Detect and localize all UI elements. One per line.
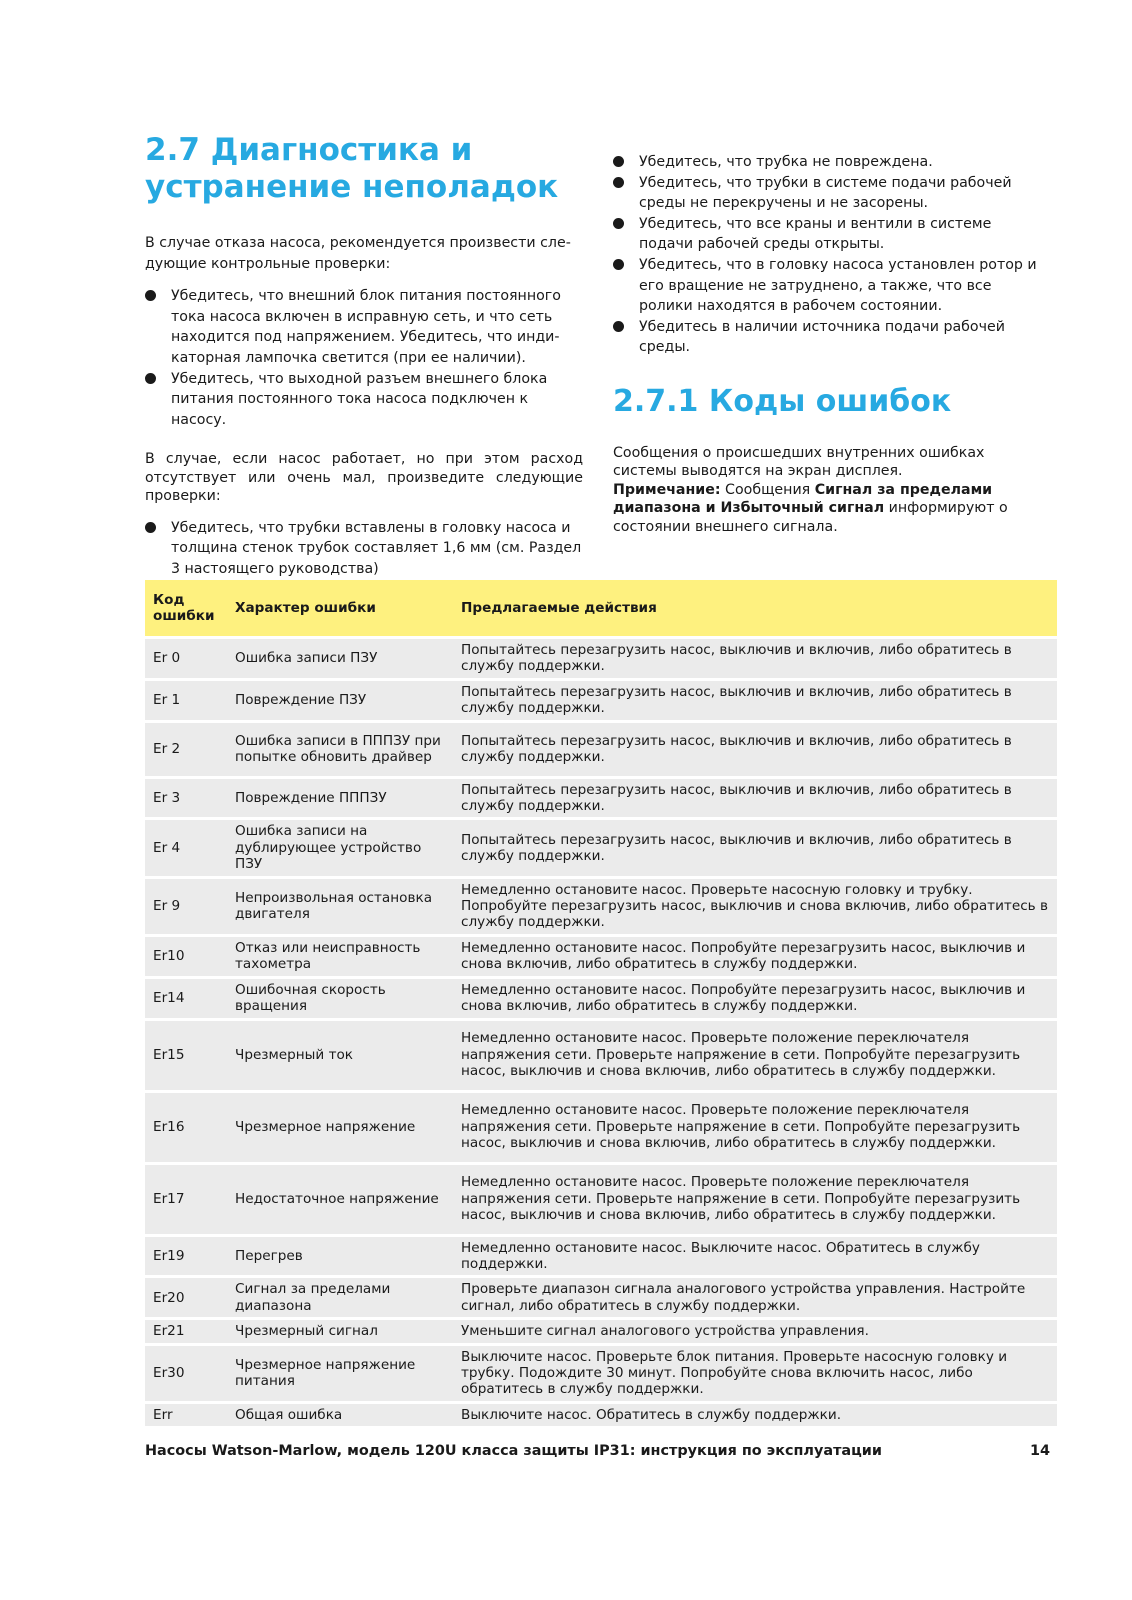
table-row: [145, 819, 1057, 877]
error-code-cell: Er14: [145, 977, 227, 1019]
power-checks-list: [145, 286, 583, 430]
table-row: [145, 1163, 1057, 1235]
table-row: [145, 777, 1057, 819]
list-item: Убедитесь, что в головку насоса установлен ротор и его вращение не затруднено, а также, что все ролики находятся в рабочем состоянии.: [613, 255, 1043, 317]
table-row: [145, 1319, 1057, 1344]
error-code-cell: Er30: [145, 1344, 227, 1402]
table-row: [145, 935, 1057, 977]
suggested-action-cell: Выключите насос. Обратитесь в службу поддержки.: [453, 1402, 1057, 1427]
suggested-action-cell: Немедленно остановите насос. Проверьте положение переключателя напряжения сети. Проверьте напряжение в сети. Попробуйте перезагрузить насос, выключив и снова включив, либо обратитесь в службу поддержки.: [453, 1163, 1057, 1235]
note-text: Сообщения: [720, 481, 815, 498]
suggested-action-cell: Выключите насос. Проверьте блок питания. Проверьте насосную головку и трубку. Подождите 30 минут. Попробуйте снова включить насос, либо обратитесь в службу поддержки.: [453, 1344, 1057, 1402]
table-row: [145, 877, 1057, 935]
error-description-cell: Ошибка записи в ПППЗУ при попытке обновить драйвер: [227, 721, 453, 777]
page-footer: [145, 1441, 1050, 1461]
table-row: [145, 1277, 1057, 1319]
subsection-intro: Сообщения о происшедших внутренних ошибках системы выводятся на экран дисплея.: [613, 444, 985, 480]
error-code-cell: Er 9: [145, 877, 227, 935]
error-code-cell: Er 0: [145, 638, 227, 680]
table-header-row: [145, 580, 1057, 638]
table-row: [145, 721, 1057, 777]
error-description-cell: Ошибка записи ПЗУ: [227, 638, 453, 680]
suggested-action-cell: Попытайтесь перезагрузить насос, выключив и включив, либо обратитесь в службу поддержки.: [453, 721, 1057, 777]
error-code-cell: Er20: [145, 1277, 227, 1319]
list-item: Убедитесь в наличии источника подачи рабочей среды.: [613, 317, 1043, 358]
page-number: 14: [1029, 1443, 1050, 1459]
list-item: Убедитесь, что трубка не повреждена.: [613, 152, 1043, 173]
error-description-cell: Чрезмерный ток: [227, 1019, 453, 1091]
section-title: 2.7 Диагностика и устранение неполадок: [145, 132, 559, 205]
column-header-description: Характер ошибки: [227, 580, 453, 638]
error-code-cell: Err: [145, 1402, 227, 1427]
right-column: [613, 152, 1043, 536]
error-codes-table: [145, 580, 1057, 1429]
error-description-cell: Чрезмерный сигнал: [227, 1319, 453, 1344]
error-code-cell: Er 4: [145, 819, 227, 877]
error-description-cell: Чрезмерное напряжение: [227, 1091, 453, 1163]
suggested-action-cell: Попытайтесь перезагрузить насос, выключив и включив, либо обратитесь в службу поддержки.: [453, 777, 1057, 819]
error-code-cell: Er15: [145, 1019, 227, 1091]
table-row: [145, 977, 1057, 1019]
note-label: Примечание:: [613, 481, 721, 498]
error-description-cell: Сигнал за пределами диапазона: [227, 1277, 453, 1319]
error-code-cell: Er17: [145, 1163, 227, 1235]
error-description-cell: Перегрев: [227, 1235, 453, 1277]
error-code-cell: Er 3: [145, 777, 227, 819]
error-code-cell: Er 2: [145, 721, 227, 777]
error-code-cell: Er21: [145, 1319, 227, 1344]
error-description-cell: Ошибочная скорость вращения: [227, 977, 453, 1019]
table-row: [145, 1235, 1057, 1277]
error-description-cell: Повреждение ПППЗУ: [227, 777, 453, 819]
intro-paragraph: В случае отказа насоса, рекомендуется произвести следующие контрольные проверки:: [145, 235, 571, 272]
table-row: [145, 638, 1057, 680]
table-row: [145, 1344, 1057, 1402]
suggested-action-cell: Попытайтесь перезагрузить насос, выключив и включив, либо обратитесь в службу поддержки.: [453, 819, 1057, 877]
list-item: Убедитесь, что выходной разъем внешнего блока питания постоянного тока насоса подключен к насосу.: [145, 369, 583, 431]
error-code-cell: Er 1: [145, 679, 227, 721]
table-row: [145, 1019, 1057, 1091]
table-row: [145, 1402, 1057, 1427]
error-description-cell: Общая ошибка: [227, 1402, 453, 1427]
column-header-action: Предлагаемые действия: [453, 580, 1057, 638]
suggested-action-cell: Немедленно остановите насос. Попробуйте перезагрузить насос, выключив и снова включив, либо обратитесь в службу поддержки.: [453, 977, 1057, 1019]
list-item: Убедитесь, что трубки вставлены в головку насоса и толщина стенок трубок составляет 1,6 мм (см. Раздел 3 настоящего руководства): [145, 518, 583, 580]
suggested-action-cell: Немедленно остановите насос. Проверьте насосную головку и трубку. Попробуйте перезагрузить насос, выключив и снова включив, либо обратитесь в службу поддержки.: [453, 877, 1057, 935]
left-column: [145, 233, 583, 580]
table-row: [145, 679, 1057, 721]
list-item: Убедитесь, что все краны и вентили в системе подачи рабочей среды открыты.: [613, 214, 1043, 255]
footer-title: Насосы Watson-Marlow, модель 120U класса защиты IP31: инструкция по эксплуатации: [145, 1443, 882, 1459]
error-description-cell: Повреждение ПЗУ: [227, 679, 453, 721]
error-code-cell: Er10: [145, 935, 227, 977]
error-code-cell: Er16: [145, 1091, 227, 1163]
flow-checks-continued-list: [613, 152, 1043, 358]
list-item: Убедитесь, что внешний блок питания постоянного тока насоса включен в исправную сеть, и что сеть находится под напряжением. Убедитесь, что индикаторная лампочка светится (при ее наличии).: [145, 286, 583, 368]
list-item: Убедитесь, что трубки в системе подачи рабочей среды не перекручены и не засорены.: [613, 173, 1043, 214]
suggested-action-cell: Немедленно остановите насос. Выключите насос. Обратитесь в службу поддержки.: [453, 1235, 1057, 1277]
suggested-action-cell: Уменьшите сигнал аналогового устройства управления.: [453, 1319, 1057, 1344]
column-header-code: Код ошибки: [145, 580, 227, 638]
suggested-action-cell: Попытайтесь перезагрузить насос, выключив и включив, либо обратитесь в службу поддержки.: [453, 638, 1057, 680]
subsection-title: 2.7.1 Коды ошибок: [613, 383, 952, 419]
suggested-action-cell: Немедленно остановите насос. Попробуйте перезагрузить насос, выключив и снова включив, либо обратитесь в службу поддержки.: [453, 935, 1057, 977]
note-text-end: информируют о состоянии внешнего сигнала.: [613, 500, 1008, 535]
suggested-action-cell: Немедленно остановите насос. Проверьте положение переключателя напряжения сети. Проверьте напряжение в сети. Попробуйте перезагрузить насос, выключив и снова включив, либо обратитесь в службу поддержки.: [453, 1019, 1057, 1091]
suggested-action-cell: Попытайтесь перезагрузить насос, выключив и включив, либо обратитесь в службу поддержки.: [453, 679, 1057, 721]
note-paragraph: [613, 481, 1043, 537]
suggested-action-cell: Немедленно остановите насос. Проверьте положение переключателя напряжения сети. Проверьте напряжение в сети. Попробуйте перезагрузить насос, выключив и снова включив, либо обратитесь в службу поддержки.: [453, 1091, 1057, 1163]
table-row: [145, 1091, 1057, 1163]
error-description-cell: Недостаточное напряжение: [227, 1163, 453, 1235]
error-description-cell: Непроизвольная остановка двигателя: [227, 877, 453, 935]
error-description-cell: Ошибка записи на дублирующее устройство ПЗУ: [227, 819, 453, 877]
table-body: [145, 638, 1057, 1428]
flow-intro-paragraph: В случае, если насос работает, но при этом расход отсутствует или очень мал, произведите следующие проверки:: [145, 451, 583, 505]
error-description-cell: Отказ или неисправность тахометра: [227, 935, 453, 977]
flow-checks-list: [145, 518, 583, 580]
error-description-cell: Чрезмерное напряжение питания: [227, 1344, 453, 1402]
error-code-cell: Er19: [145, 1235, 227, 1277]
suggested-action-cell: Проверьте диапазон сигнала аналогового устройства управления. Настройте сигнал, либо обратитесь в службу поддержки.: [453, 1277, 1057, 1319]
note-emphasis: Сигнал за пределами диапазона и Избыточный сигнал: [613, 481, 993, 517]
